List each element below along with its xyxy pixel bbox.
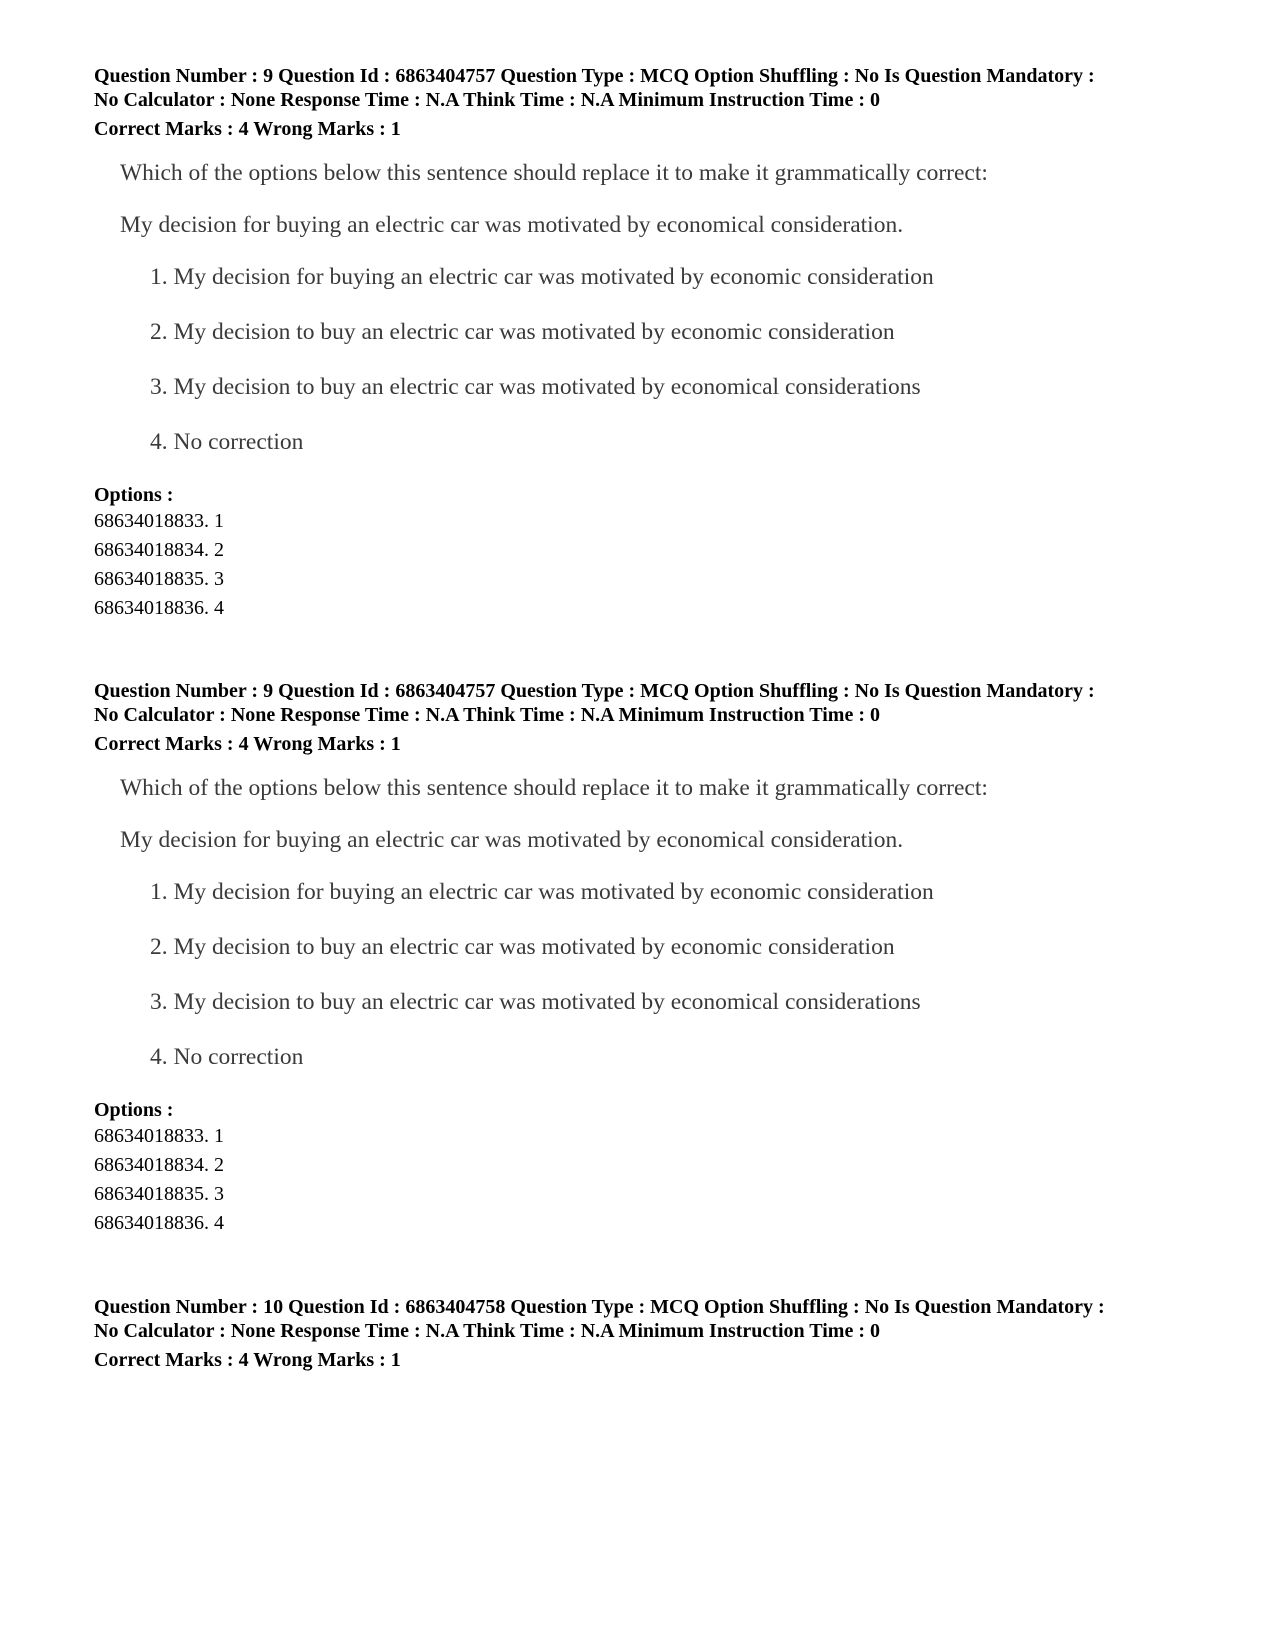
choice-1: 1. My decision for buying an electric car was motivated by economic consideration [150,264,934,290]
question-image [120,774,1204,1098]
question-block-3 [94,1295,1204,1372]
question-sentence: My decision for buying an electric car was motivated by economical consideration. [120,212,904,238]
question-meta-line-2: No Calculator : None Response Time : N.A Think Time : N.A Minimum Instruction Time : 0 [94,1320,880,1342]
choice-4: 4. No correction [150,429,304,455]
option-item-1: 68634018833. 1 [94,1125,224,1147]
question-marks: Correct Marks : 4 Wrong Marks : 1 [94,733,401,755]
question-meta-line-1: Question Number : 10 Question Id : 6863404758 Question Type : MCQ Option Shuffling : No Is Question Mandatory : [94,1296,1105,1318]
question-block-1 [94,64,1204,623]
question-prompt: Which of the options below this sentence should replace it to make it grammatically correct: [120,160,988,186]
option-item-4: 68634018836. 4 [94,1212,224,1234]
question-meta-line-1: Question Number : 9 Question Id : 6863404757 Question Type : MCQ Option Shuffling : No Is Question Mandatory : [94,65,1095,87]
question-meta [94,679,1204,727]
question-marks: Correct Marks : 4 Wrong Marks : 1 [94,1349,401,1371]
question-meta-line-2: No Calculator : None Response Time : N.A Think Time : N.A Minimum Instruction Time : 0 [94,89,880,111]
question-prompt: Which of the options below this sentence should replace it to make it grammatically correct: [120,775,988,801]
choice-2: 2. My decision to buy an electric car was motivated by economic consideration [150,319,895,345]
choice-4: 4. No correction [150,1044,304,1070]
options-title: Options : [94,484,174,506]
question-block-2 [94,679,1204,1238]
option-item-4: 68634018836. 4 [94,597,224,619]
choice-1: 1. My decision for buying an electric car was motivated by economic consideration [150,879,934,905]
choice-3: 3. My decision to buy an electric car was motivated by economical considerations [150,374,921,400]
options-title: Options : [94,1099,174,1121]
option-item-1: 68634018833. 1 [94,510,224,532]
option-item-2: 68634018834. 2 [94,1154,224,1176]
choice-2: 2. My decision to buy an electric car was motivated by economic consideration [150,934,895,960]
question-meta [94,64,1204,112]
choice-3: 3. My decision to buy an electric car was motivated by economical considerations [150,989,921,1015]
question-meta-line-2: No Calculator : None Response Time : N.A Think Time : N.A Minimum Instruction Time : 0 [94,704,880,726]
option-item-2: 68634018834. 2 [94,539,224,561]
option-item-3: 68634018835. 3 [94,568,224,590]
question-meta [94,1295,1204,1343]
question-image [120,159,1204,483]
question-sentence: My decision for buying an electric car was motivated by economical consideration. [120,827,904,853]
question-meta-line-1: Question Number : 9 Question Id : 6863404757 Question Type : MCQ Option Shuffling : No Is Question Mandatory : [94,680,1095,702]
option-item-3: 68634018835. 3 [94,1183,224,1205]
question-marks: Correct Marks : 4 Wrong Marks : 1 [94,118,401,140]
